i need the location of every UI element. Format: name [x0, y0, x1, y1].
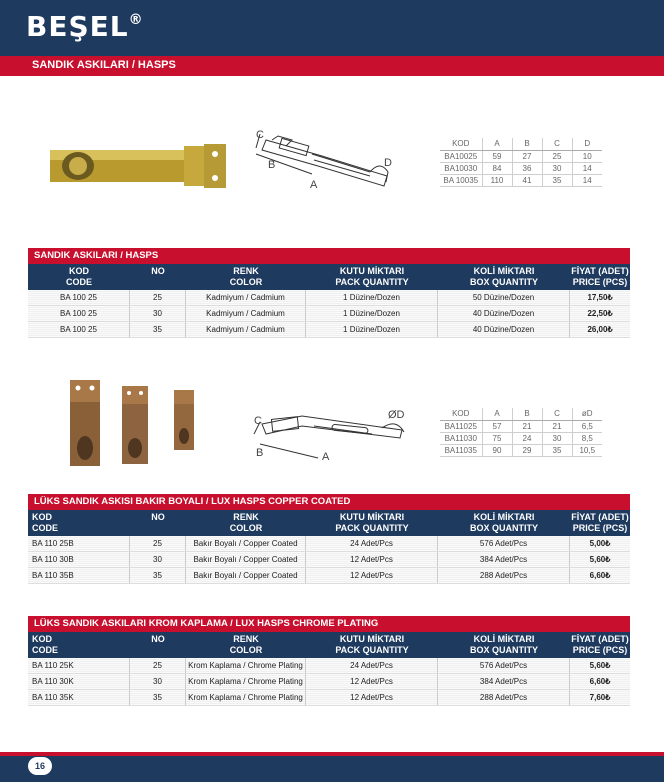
table-header: [28, 510, 630, 536]
table-cell: 26,00₺: [587, 325, 613, 334]
column-header-tr: RENK: [233, 512, 259, 522]
table-cell: 5,00₺: [589, 539, 611, 548]
spec-cell: 90: [482, 444, 512, 456]
table-cell: 12 Adet/Pcs: [306, 674, 438, 689]
spec-row: [440, 162, 602, 174]
svg-text:A: A: [310, 179, 318, 191]
column-header-tr: FİYAT (ADET): [571, 512, 629, 522]
table-cell: Bakır Boyalı / Copper Coated: [186, 552, 306, 567]
table-cell: 30: [130, 674, 186, 689]
table-row: [28, 568, 630, 584]
table-title: LÜKS SANDIK ASKILARI KROM KAPLAMA / LUX HASPS CHROME PLATING: [28, 616, 630, 632]
table-cell: 576 Adet/Pcs: [438, 658, 570, 673]
table-cell: 12 Adet/Pcs: [306, 568, 438, 583]
table-row: [28, 552, 630, 568]
table-cell: 25: [130, 290, 186, 305]
table-cell: BA 100 25: [28, 322, 130, 337]
table-cell: Krom Kaplama / Chrome Plating: [186, 674, 306, 689]
column-header: [438, 632, 570, 658]
page-number: 16: [28, 757, 52, 775]
column-header: [306, 510, 438, 536]
table-cell: 25: [130, 536, 186, 551]
table-cell: 384 Adet/Pcs: [438, 674, 570, 689]
hasp-photo-copper: [64, 378, 204, 468]
spec-cell: KOD: [440, 138, 482, 150]
spec-cell: 59: [482, 150, 512, 162]
hasp-photo-cadmium: [44, 140, 230, 192]
table-cell: 24 Adet/Pcs: [306, 536, 438, 551]
table-cell: 6,60₺: [589, 571, 611, 580]
spec-cell: BA10030: [440, 162, 482, 174]
table-cell: Krom Kaplama / Chrome Plating: [186, 690, 306, 705]
table-cell: Kadmiyum / Cadmium: [186, 306, 306, 321]
column-header-tr: KOLİ MİKTARI: [473, 634, 535, 644]
spec-cell: 30: [542, 432, 572, 444]
table-row: [28, 690, 630, 706]
table-cell: 25: [130, 658, 186, 673]
spec-header-row: [440, 138, 602, 150]
table-cell: 288 Adet/Pcs: [438, 690, 570, 705]
column-header-tr: KUTU MİKTARI: [339, 512, 405, 522]
spec-cell: 25: [542, 150, 572, 162]
table-cell: BA 110 35B: [28, 568, 130, 583]
column-header-en: COLOR: [229, 277, 263, 287]
column-header-tr: RENK: [233, 634, 259, 644]
spec-cell: A: [482, 138, 512, 150]
table-cell: 40 Düzine/Dozen: [438, 306, 570, 321]
table-header: [28, 264, 630, 290]
svg-text:C: C: [254, 415, 262, 427]
table-row: [28, 290, 630, 306]
column-header: [570, 632, 630, 658]
column-header-en: COLOR: [229, 645, 263, 655]
spec-header-row: [440, 408, 602, 420]
spec-table-1: [440, 138, 602, 187]
table-cell: Krom Kaplama / Chrome Plating: [186, 658, 306, 673]
column-header: [438, 510, 570, 536]
table-cell: 6,60₺: [589, 677, 611, 686]
spec-cell: 36: [512, 162, 542, 174]
spec-cell: øD: [572, 408, 602, 420]
table-cell: 384 Adet/Pcs: [438, 552, 570, 567]
section-bar: [0, 56, 664, 76]
spec-cell: B: [512, 408, 542, 420]
column-header-tr: NO: [151, 266, 165, 276]
table-cell: Bakır Boyalı / Copper Coated: [186, 568, 306, 583]
table-cell: Kadmiyum / Cadmium: [186, 322, 306, 337]
column-header-tr: KOD: [32, 512, 52, 522]
svg-text:B: B: [268, 159, 276, 171]
spec-cell: BA10025: [440, 150, 482, 162]
column-header-tr: NO: [151, 512, 165, 522]
section-title: SANDIK ASKILARI / HASPS: [32, 59, 176, 71]
table-cell: 1 Düzine/Dozen: [306, 290, 438, 305]
table-cell: 35: [130, 690, 186, 705]
spec-cell: 110: [482, 174, 512, 186]
spec-cell: 24: [512, 432, 542, 444]
table-cell: 5,60₺: [589, 661, 611, 670]
table-cell: BA 110 25K: [28, 658, 130, 673]
table-cell: 30: [130, 306, 186, 321]
page-footer: [0, 756, 664, 782]
spec-cell: BA 10035: [440, 174, 482, 186]
column-header-en: PRICE (PCS): [572, 523, 628, 533]
column-header-en: BOX QUANTITY: [469, 523, 538, 533]
spec-cell: 14: [572, 162, 602, 174]
table-cell: Kadmiyum / Cadmium: [186, 290, 306, 305]
spec-cell: 10: [572, 150, 602, 162]
table-cell: 50 Düzine/Dozen: [438, 290, 570, 305]
price-table-3: [28, 616, 630, 706]
table-cell: 12 Adet/Pcs: [306, 690, 438, 705]
table-row: [28, 536, 630, 552]
table-cell: 576 Adet/Pcs: [438, 536, 570, 551]
spec-cell: 14: [572, 174, 602, 186]
column-header-en: COLOR: [229, 523, 263, 533]
table-row: [28, 322, 630, 338]
table-cell: BA 110 25B: [28, 536, 130, 551]
hasp-diagram-1: [252, 124, 412, 196]
column-header: [28, 264, 130, 290]
spec-cell: 57: [482, 420, 512, 432]
table-cell: 288 Adet/Pcs: [438, 568, 570, 583]
column-header-en: PRICE (PCS): [572, 277, 628, 287]
spec-cell: 84: [482, 162, 512, 174]
column-header: [130, 510, 186, 536]
table-cell: 1 Düzine/Dozen: [306, 306, 438, 321]
column-header: [28, 632, 130, 658]
column-header-tr: KOLİ MİKTARI: [473, 266, 535, 276]
column-header: [130, 632, 186, 658]
hasp-diagram-2: [252, 404, 416, 464]
spec-row: [440, 174, 602, 186]
svg-text:C: C: [256, 129, 264, 141]
table-title: LÜKS SANDIK ASKISI BAKIR BOYALI / LUX HASPS COPPER COATED: [28, 494, 630, 510]
column-header-tr: KOD: [32, 634, 52, 644]
spec-cell: 6,5: [572, 420, 602, 432]
spec-cell: D: [572, 138, 602, 150]
table-title: SANDIK ASKILARI / HASPS: [28, 248, 630, 264]
spec-cell: 21: [512, 420, 542, 432]
column-header: [28, 510, 130, 536]
table-cell: 7,60₺: [589, 693, 611, 702]
spec-cell: 35: [542, 174, 572, 186]
table-cell: 22,50₺: [587, 309, 613, 318]
spec-cell: 75: [482, 432, 512, 444]
spec-cell: C: [542, 138, 572, 150]
column-header-tr: FİYAT (ADET): [571, 266, 629, 276]
column-header-en: CODE: [32, 523, 59, 533]
svg-text:D: D: [384, 157, 392, 169]
table-cell: 24 Adet/Pcs: [306, 658, 438, 673]
column-header-tr: KOLİ MİKTARI: [473, 512, 535, 522]
column-header-tr: KUTU MİKTARI: [339, 266, 405, 276]
page-header: [0, 0, 664, 56]
column-header-tr: RENK: [233, 266, 259, 276]
table-cell: 1 Düzine/Dozen: [306, 322, 438, 337]
column-header: [186, 264, 306, 290]
column-header-tr: FİYAT (ADET): [571, 634, 629, 644]
brand-logo: BEŞEL®: [26, 10, 144, 43]
column-header-en: BOX QUANTITY: [469, 645, 538, 655]
spec-cell: BA11025: [440, 420, 482, 432]
price-table-2: [28, 494, 630, 584]
column-header-en: PRICE (PCS): [572, 645, 628, 655]
table-row: [28, 658, 630, 674]
column-header: [438, 264, 570, 290]
spec-table-2: [440, 408, 602, 457]
price-table-1: [28, 248, 630, 338]
column-header-en: PACK QUANTITY: [335, 523, 409, 533]
table-cell: BA 110 30B: [28, 552, 130, 567]
spec-row: [440, 444, 602, 456]
column-header: [186, 510, 306, 536]
table-cell: 40 Düzine/Dozen: [438, 322, 570, 337]
spec-cell: C: [542, 408, 572, 420]
spec-cell: B: [512, 138, 542, 150]
spec-cell: 10,5: [572, 444, 602, 456]
svg-text:A: A: [322, 451, 330, 463]
spec-cell: 35: [542, 444, 572, 456]
column-header-en: BOX QUANTITY: [469, 277, 538, 287]
column-header: [306, 632, 438, 658]
column-header: [306, 264, 438, 290]
spec-cell: 30: [542, 162, 572, 174]
table-cell: BA 110 30K: [28, 674, 130, 689]
table-row: [28, 306, 630, 322]
spec-row: [440, 432, 602, 444]
table-cell: 30: [130, 552, 186, 567]
column-header-en: PACK QUANTITY: [335, 645, 409, 655]
table-cell: 5,60₺: [589, 555, 611, 564]
table-cell: 35: [130, 322, 186, 337]
spec-cell: 8,5: [572, 432, 602, 444]
table-cell: 17,50₺: [587, 293, 613, 302]
column-header-tr: NO: [151, 634, 165, 644]
table-cell: BA 110 35K: [28, 690, 130, 705]
spec-cell: KOD: [440, 408, 482, 420]
spec-cell: 29: [512, 444, 542, 456]
spec-cell: 27: [512, 150, 542, 162]
spec-cell: BA11030: [440, 432, 482, 444]
table-cell: BA 100 25: [28, 306, 130, 321]
column-header-en: CODE: [32, 645, 59, 655]
column-header: [130, 264, 186, 290]
svg-text:B: B: [256, 447, 264, 459]
table-row: [28, 674, 630, 690]
column-header: [570, 264, 630, 290]
column-header-tr: KUTU MİKTARI: [339, 634, 405, 644]
table-cell: 35: [130, 568, 186, 583]
spec-cell: 41: [512, 174, 542, 186]
table-cell: 12 Adet/Pcs: [306, 552, 438, 567]
spec-cell: A: [482, 408, 512, 420]
svg-text:ØD: ØD: [388, 409, 405, 421]
spec-cell: 21: [542, 420, 572, 432]
table-header: [28, 632, 630, 658]
column-header: [570, 510, 630, 536]
column-header-en: CODE: [65, 277, 92, 287]
spec-row: [440, 420, 602, 432]
spec-row: [440, 150, 602, 162]
column-header-en: PACK QUANTITY: [335, 277, 409, 287]
table-cell: BA 100 25: [28, 290, 130, 305]
column-header: [186, 632, 306, 658]
table-cell: Bakır Boyalı / Copper Coated: [186, 536, 306, 551]
spec-cell: BA11035: [440, 444, 482, 456]
column-header-tr: KOD: [69, 266, 89, 276]
